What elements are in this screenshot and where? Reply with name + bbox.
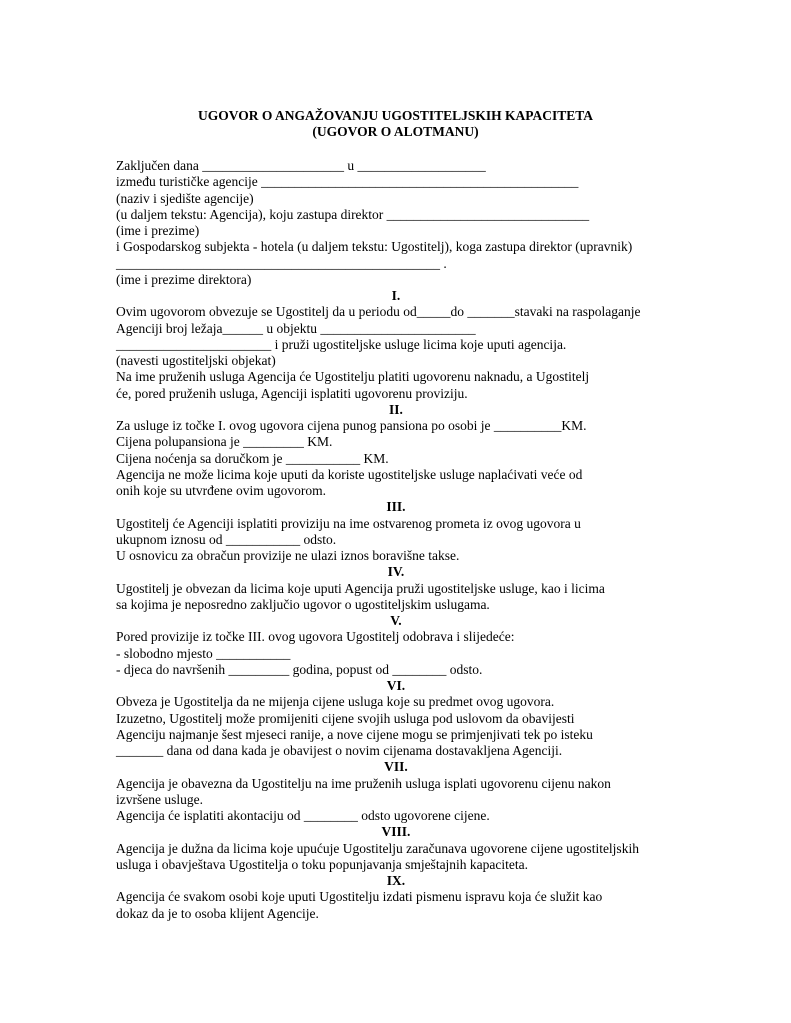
contract-text-line: _______ dana od dana kada je obavijest o novim cijenama dostavakljena Agenciji. bbox=[116, 743, 563, 758]
contract-text-line: ________________________________________________ . bbox=[116, 255, 447, 271]
contract-text-line: Agencija ne može licima koje uputi da koriste ugostiteljske usluge naplaćivati veće od bbox=[116, 466, 583, 482]
contract-text-line: izvršene usluge. bbox=[116, 791, 203, 807]
contract-text-line: Agencija će svakom osobi koje uputi Ugostitelju izdati pismenu ispravu koja će služit kao bbox=[116, 889, 603, 905]
title-line-1: UGOVOR O ANGAŽOVANJU UGOSTITELJSKIH KAPACITETA bbox=[197, 108, 594, 123]
contract-text-line: između turističke agencije _______________________________________________ bbox=[116, 174, 579, 190]
contract-text-line: (ime i prezime) bbox=[116, 223, 200, 238]
contract-text-line: U osnovicu za obračun provizije ne ulazi iznos boravišne takse. bbox=[116, 548, 460, 563]
contract-text-line: (naziv i sjedište agencije) bbox=[116, 190, 254, 206]
article-heading: V. bbox=[390, 613, 402, 628]
contract-text-line: ukupnom iznosu od ___________ odsto. bbox=[116, 531, 337, 547]
contract-text-line: (u daljem tekstu: Agencija), koju zastupa direktor ______________________________ bbox=[116, 206, 590, 222]
contract-text-line: Pored provizije iz točke III. ovog ugovora Ugostitelj odobrava i slijedeće: bbox=[116, 629, 515, 645]
contract-text-line: Zaključen dana _____________________ u ___________________ bbox=[116, 158, 486, 173]
contract-text-line: Cijena noćenja sa doručkom je ___________ KM. bbox=[116, 450, 389, 466]
contract-text-line: - slobodno mjesto ___________ bbox=[116, 645, 291, 661]
contract-text-line: i Gospodarskog subjekta - hotela (u daljem tekstu: Ugostitelj), koga zastupa direktor (upravnik) bbox=[116, 239, 633, 255]
contract-text-line: Ugostitelj je obvezan da licima koje uputi Agencija pruži ugostiteljske usluge, kao i licima bbox=[116, 580, 605, 596]
document-title bbox=[0, 108, 791, 140]
contract-body bbox=[116, 158, 676, 922]
contract-text-line: - djeca do navršenih _________ godina, popust od ________ odsto. bbox=[116, 661, 483, 677]
contract-text-line: Ugostitelj će Agenciji isplatiti proviziju na ime ostvarenog prometa iz ovog ugovora u bbox=[116, 515, 581, 531]
contract-text-line: Za usluge iz točke I. ovog ugovora cijena punog pansiona po osobi je __________KM. bbox=[116, 418, 587, 433]
contract-text-line: Obveza je Ugostitelja da ne mijenja cijene usluga koje su predmet ovog ugovora. bbox=[116, 694, 555, 710]
contract-text-line: Agencija je obavezna da Ugostitelju na ime pruženih usluga isplati ugovorenu cijenu nakon bbox=[116, 775, 611, 791]
article-heading: IX. bbox=[386, 873, 406, 888]
article-heading: IV. bbox=[387, 564, 405, 580]
contract-text-line: Ovim ugovorom obvezuje se Ugostitelj da u periodu od_____do _______stavaki na raspolaganje bbox=[116, 304, 641, 320]
title-line-2: (UGOVOR O ALOTMANU) bbox=[312, 124, 479, 139]
contract-text-line: Agenciji broj ležaja______ u objektu _______________________ bbox=[116, 320, 476, 336]
article-heading: VI. bbox=[386, 678, 406, 693]
contract-text-line: će, pored pruženih usluga, Agenciji isplatiti ugovorenu proviziju. bbox=[116, 385, 468, 401]
article-heading: VII. bbox=[384, 759, 408, 775]
contract-text-line: Agencija je dužna da licima koje upućuje Ugostitelju zaračunava ugovorene cijene ugostiteljskih bbox=[116, 840, 639, 856]
contract-text-line: sa kojima je neposredno zaključio ugovor o ugostiteljskim uslugama. bbox=[116, 596, 490, 612]
contract-text-line: (navesti ugostiteljski objekat) bbox=[116, 353, 276, 368]
article-heading: II. bbox=[389, 401, 403, 417]
contract-text-line: onih koje su utvrđene ovim ugovorom. bbox=[116, 483, 326, 498]
contract-text-line: dokaz da je to osoba klijent Agencije. bbox=[116, 905, 319, 921]
contract-text-line: Cijena polupansiona je _________ KM. bbox=[116, 434, 333, 450]
contract-text-line: Agenciju najmanje šest mjeseci ranije, a nove cijene mogu se primjenjivati tek po isteku bbox=[116, 726, 593, 742]
contract-text-line: (ime i prezime direktora) bbox=[116, 271, 252, 287]
article-heading: III. bbox=[386, 499, 406, 515]
contract-text-line: usluga i obavještava Ugostitelja o toku popunjavanja smještajnih kapaciteta. bbox=[116, 856, 529, 872]
contract-text-line: Na ime pruženih usluga Agencija će Ugostitelju platiti ugovorenu naknadu, a Ugostitelj bbox=[116, 369, 590, 385]
contract-text-line: _______________________ i pruži ugostiteljske usluge licima koje uputi agencija. bbox=[116, 336, 567, 352]
article-heading: VIII. bbox=[381, 824, 411, 840]
contract-text-line: Agencija će isplatiti akontaciju od ________ odsto ugovorene cijene. bbox=[116, 808, 490, 823]
contract-text-line: Izuzetno, Ugostitelj može promijeniti cijene svojih usluga pod uslovom da obavijesti bbox=[116, 710, 575, 726]
article-heading: I. bbox=[391, 288, 401, 303]
